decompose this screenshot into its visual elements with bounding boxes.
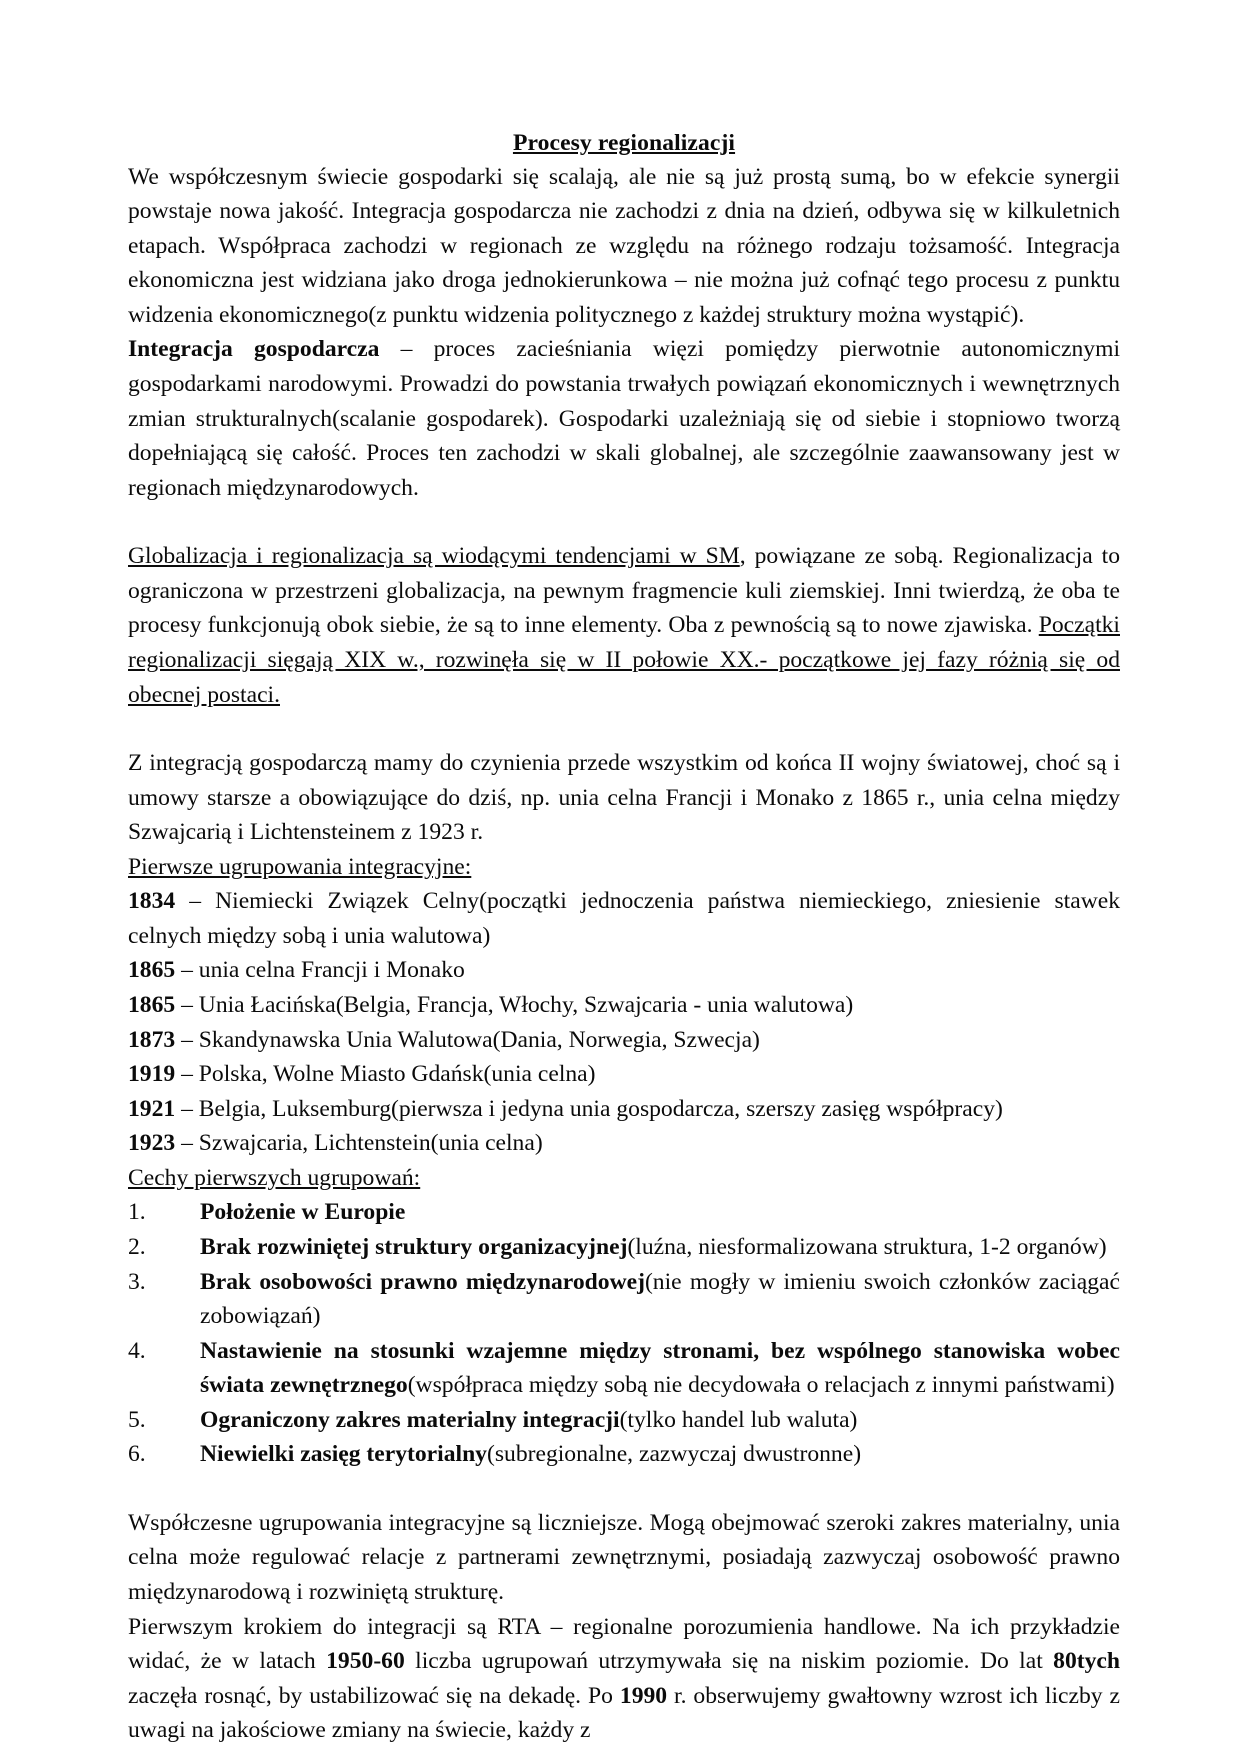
- grouping-text: – Unia Łacińska(Belgia, Francja, Włochy, Szwajcaria - unia walutowa): [175, 992, 854, 1019]
- grouping-text: – unia celna Francji i Monako: [175, 957, 465, 984]
- list-item-bold: Położenie w Europie: [200, 1199, 406, 1226]
- grouping-year: 1865: [128, 957, 176, 984]
- grouping-text: – Niemiecki Związek Celny(początki jednoczenia państwa niemieckiego, zniesienie stawek celnych między sobą i unia walutowa): [128, 888, 1120, 949]
- grouping-year: 1873: [128, 1026, 176, 1053]
- paragraph-rta-bold-2: 80tych: [1053, 1648, 1121, 1675]
- grouping-item: [128, 1126, 1120, 1161]
- list-item-bold: Niewielki zasięg terytorialny: [200, 1441, 487, 1468]
- list-item: [128, 1403, 1120, 1438]
- grouping-item: [128, 1057, 1120, 1092]
- list-item-number: 4.: [128, 1337, 146, 1364]
- paragraph-definition: [128, 332, 1120, 505]
- grouping-item: [128, 953, 1120, 988]
- heading-first-groupings: [128, 850, 1120, 885]
- list-item-number: 3.: [128, 1268, 146, 1295]
- list-item-number: 6.: [128, 1441, 146, 1468]
- underlined-lead: Globalizacja i regionalizacja są wiodącymi tendencjami w SM: [128, 543, 740, 570]
- features-list: [128, 1195, 1120, 1472]
- grouping-text: – Skandynawska Unia Walutowa(Dania, Norwegia, Szwecja): [175, 1026, 760, 1053]
- list-item: [128, 1265, 1120, 1334]
- grouping-year: 1834: [128, 888, 176, 915]
- list-item: [128, 1437, 1120, 1472]
- grouping-year: 1923: [128, 1130, 176, 1157]
- paragraph-rta-part-3: zaczęła rosnąć, by ustabilizować się na dekadę. Po: [128, 1682, 620, 1709]
- list-item-rest: (nie mogły w imieniu swoich członków zaciągać zobowiązań): [200, 1268, 1120, 1330]
- list-item: [128, 1230, 1120, 1265]
- definition-body: – proces zacieśniania więzi pomiędzy pierwotnie autonomicznymi gospodarkami narodowymi. Prowadzi do powstania trwałych powiązań ekonomicznych i wewnętrznych zmian strukturalnych(scalanie gospodarek). Gospodarki uzależniają się od siebie i stopniowo tworzą dopełniającą się całość. Proces ten zachodzi w skali globalnej, ale szczególnie zaawansowany jest w regionach międzynarodowych.: [128, 336, 1121, 501]
- list-item-number: 1.: [128, 1199, 146, 1226]
- paragraph-rta-part-4: r. obserwujemy gwałtowny wzrost ich liczby z uwagi na jakościowe zmiany na świecie, każdy z: [128, 1682, 1120, 1744]
- paragraph-history: Z integracją gospodarczą mamy do czynienia przede wszystkim od końca II wojny światowej, choć są i umowy starsze a obowiązujące do dziś, np. unia celna Francji i Monako z 1865 r., unia celna między Szwajcarią i Lichtensteinem z 1923 r.: [128, 750, 1120, 846]
- paragraph-modern: Współczesne ugrupowania integracyjne są liczniejsze. Mogą obejmować szeroki zakres materialny, unia celna może regulować relacje z partnerami zewnętrznymi, posiadają zazwyczaj osobowość prawno międzynarodową i rozwiniętą strukturę.: [128, 1509, 1120, 1606]
- heading-features: [128, 1161, 1120, 1196]
- list-item-number: 5.: [128, 1406, 146, 1433]
- list-item-bold: Brak rozwiniętej struktury organizacyjnej: [200, 1233, 628, 1260]
- paragraph-rta-part-2: liczba ugrupowań utrzymywała się na niskim poziomie. Do lat: [404, 1648, 1054, 1675]
- list-item-rest: (luźna, niesformalizowana struktura, 1-2 organów): [627, 1233, 1107, 1260]
- page-title: Procesy regionalizacji: [512, 130, 736, 156]
- document-body: [128, 128, 1120, 1748]
- paragraph-globalization-middle: , powiązane ze sobą. Regionalizacja to ograniczona w przestrzeni globalizacja, na pewnym fragmencie kuli ziemskiej. Inni twierdzą, że oba te procesy funkcjonują obok siebie, że są to inne elementy. Oba z pewnością są to nowe zjawiska.: [128, 543, 1120, 639]
- list-item-bold: Nastawienie na stosunki wzajemne między stronami, bez wspólnego stanowiska wobec świata zewnętrznego: [200, 1337, 1120, 1399]
- paragraph-intro: We współczesnym świecie gospodarki się scalają, ale nie są już prostą sumą, bo w efekcie synergii powstaje nowa jakość. Integracja gospodarcza nie zachodzi z dnia na dzień, odbywa się w kilkuletnich etapach. Współpraca zachodzi w regionach ze względu na różnego rodzaju tożsamość. Integracja ekonomiczna jest widziana jako droga jednokierunkowa – nie można już cofnąć tego procesu z punktu widzenia ekonomicznego(z punktu widzenia politycznego z każdej struktury można wystąpić).: [128, 163, 1120, 328]
- list-item-rest: (współpraca między sobą nie decydowała o relacjach z innymi państwami): [407, 1372, 1115, 1399]
- grouping-text: – Szwajcaria, Lichtenstein(unia celna): [175, 1130, 543, 1157]
- definition-term: Integracja gospodarcza: [128, 336, 380, 363]
- list-item-rest: (subregionalne, zazwyczaj dwustronne): [486, 1441, 862, 1468]
- grouping-text: – Belgia, Luksemburg(pierwsza i jedyna unia gospodarcza, szerszy zasięg współpracy): [175, 1095, 1003, 1122]
- list-item-rest: (tylko handel lub waluta): [619, 1406, 858, 1433]
- paragraph-gap-3: [128, 1472, 1120, 1506]
- paragraph-gap: [128, 505, 1120, 539]
- paragraph-rta-bold-1: 1950-60: [326, 1648, 405, 1675]
- heading-features-text: Cechy pierwszych ugrupowań:: [128, 1164, 421, 1191]
- grouping-item: [128, 1023, 1120, 1058]
- grouping-item: [128, 1092, 1120, 1127]
- grouping-year: 1921: [128, 1095, 176, 1122]
- list-item-number: 2.: [128, 1233, 146, 1260]
- grouping-text: – Polska, Wolne Miasto Gdańsk(unia celna): [175, 1061, 596, 1088]
- list-item-bold: Brak osobowości prawno międzynarodowej: [200, 1268, 645, 1295]
- heading-first-groupings-text: Pierwsze ugrupowania integracyjne:: [128, 853, 472, 880]
- paragraph-gap-2: [128, 712, 1120, 746]
- paragraph-rta: [128, 1610, 1120, 1748]
- grouping-item: [128, 988, 1120, 1023]
- list-item: [128, 1195, 1120, 1230]
- grouping-year: 1865: [128, 992, 176, 1019]
- underlined-tail: Początki regionalizacji sięgają XIX w., rozwinęła się w II połowie XX.- początkowe jej fazy różnią się od obecnej postaci.: [128, 612, 1120, 708]
- paragraph-rta-part-1: Pierwszym krokiem do integracji są RTA – regionalne porozumienia handlowe. Na ich przykładzie widać, że w latach: [128, 1613, 1120, 1675]
- list-item-bold: Ograniczony zakres materialny integracji: [200, 1406, 620, 1433]
- grouping-item: [128, 884, 1120, 953]
- list-item: [128, 1334, 1120, 1403]
- paragraph-globalization: [128, 539, 1120, 712]
- grouping-year: 1919: [128, 1061, 176, 1088]
- paragraph-rta-bold-3: 1990: [619, 1682, 668, 1709]
